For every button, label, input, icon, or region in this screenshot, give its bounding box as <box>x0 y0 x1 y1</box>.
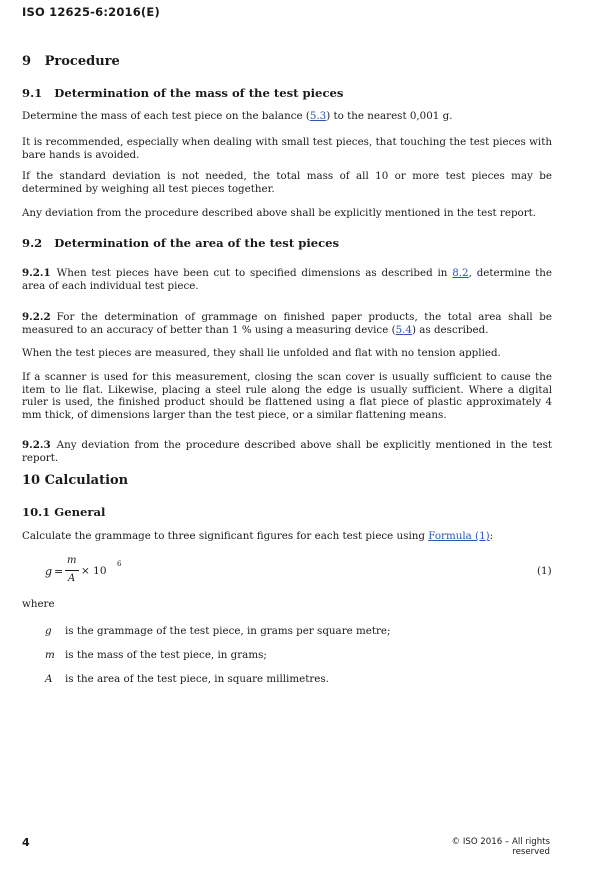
heading-title: Calculation <box>44 473 129 488</box>
definition-g: g is the grammage of the test piece, in grams per square metre; <box>45 625 391 637</box>
link-8-2[interactable]: 8.2 <box>452 267 469 279</box>
copyright-notice: © ISO 2016 – All rights reserved <box>451 837 550 857</box>
link-5-4[interactable]: 5.4 <box>395 323 412 336</box>
heading-title: Determination of the mass of the test pieces <box>54 86 344 100</box>
formula-exponent: 6 <box>117 560 122 568</box>
page-number: 4 <box>22 836 30 849</box>
link-5-3[interactable]: 5.3 <box>309 110 327 122</box>
heading-title: General <box>54 505 106 519</box>
definition-m: m is the mass of the test piece, in grams; <box>45 649 267 661</box>
paragraph-calculate: Calculate the grammage to three significant figures for each test piece using Formula (1): <box>22 530 494 542</box>
paragraph-scanner: If a scanner is used for this measurement, closing the scan cover is usually sufficient to cause the item to lie flat. Likewise, placing a steel rule along the edge is usually sufficient. Where a digital ruler is used, the finished product should be flattened using a flat piece of plastic approximately 4 mm thick, of dimensions larger than the test piece, or a similar flattening means. <box>22 371 552 421</box>
fraction-bar <box>65 570 79 571</box>
heading-number: 9 <box>22 54 32 69</box>
paragraph-bare-hands: It is recommended, especially when dealing with small test pieces, that touching the test pieces with bare hands is avoided. <box>22 136 552 161</box>
formula-equals: = <box>54 565 64 578</box>
clause-9-2-2: 9.2.2 For the determination of grammage on finished paper products, the total area shall be measured to an accuracy of better than 1 % using a measuring device (5.4) as described. <box>22 311 552 336</box>
link-formula-1[interactable]: Formula (1) <box>428 530 490 542</box>
heading-10 <box>22 473 128 488</box>
heading-number: 9.2 <box>22 236 43 250</box>
heading-number: 9.1 <box>22 86 43 100</box>
paragraph-deviation: Any deviation from the procedure described above shall be explicitly mentioned in the test report. <box>22 207 537 219</box>
formula-times: × 10 <box>81 565 107 577</box>
paragraph-standard-deviation: If the standard deviation is not needed, the total mass of all 10 or more test pieces may be determined by weighing all test pieces together. <box>22 170 552 195</box>
heading-9-2 <box>22 236 339 250</box>
heading-title: Determination of the area of the test pieces <box>54 236 340 250</box>
heading-title: Procedure <box>44 54 120 69</box>
heading-9 <box>22 54 120 69</box>
definition-a: A is the area of the test piece, in square millimetres. <box>45 673 329 685</box>
formula-number: (1) <box>537 565 552 577</box>
heading-9-1 <box>22 86 343 100</box>
clause-9-2-1: 9.2.1 When test pieces have been cut to specified dimensions as described in 8.2, determine the area of each individual test piece. <box>22 267 552 292</box>
heading-number: 10.1 <box>22 505 51 519</box>
formula-lhs: g <box>45 565 53 578</box>
paragraph-mass: Determine the mass of each test piece on the balance (5.3) to the nearest 0,001 g. <box>22 110 453 122</box>
formula-denominator: A <box>68 573 76 584</box>
heading-10-1 <box>22 505 105 519</box>
heading-number: 10 <box>22 473 41 488</box>
where-label: where <box>22 598 55 610</box>
document-header: ISO 12625-6:2016(E) <box>22 5 160 19</box>
paragraph-unfolded: When the test pieces are measured, they shall lie unfolded and flat with no tension applied. <box>22 347 501 359</box>
clause-9-2-3: 9.2.3 Any deviation from the procedure described above shall be explicitly mentioned in the test report. <box>22 439 552 464</box>
formula-numerator: m <box>67 555 77 566</box>
formula-1 <box>45 555 345 595</box>
